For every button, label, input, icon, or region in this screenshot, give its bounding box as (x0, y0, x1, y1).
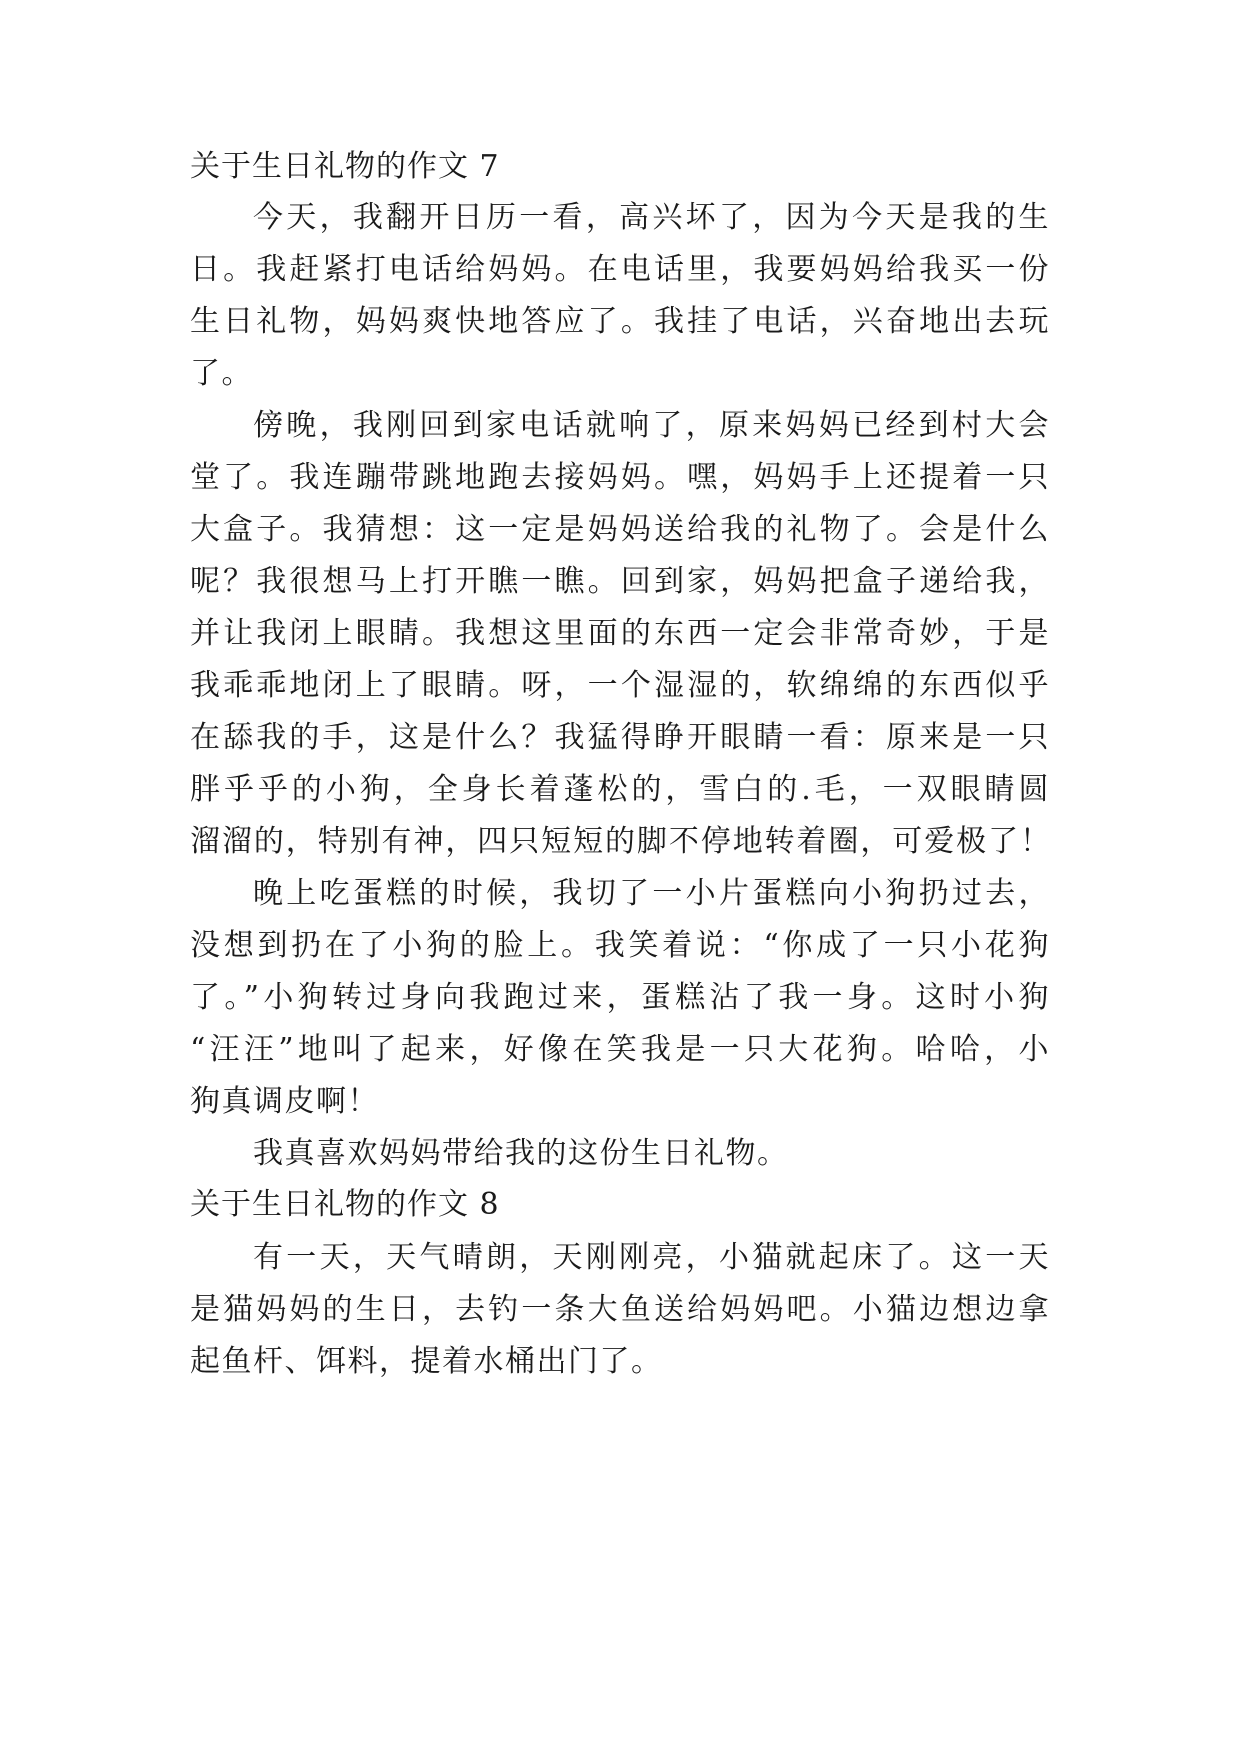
paragraph-line: 没想到扔在了小狗的脸上。我笑着说：“你成了一只小花狗 (190, 928, 1050, 963)
paragraph-line: 了。 (190, 356, 253, 391)
paragraph-line: 日。我赶紧打电话给妈妈。在电话里，我要妈妈给我买一份 (190, 252, 1050, 287)
paragraph-line: 起鱼杆、饵料，提着水桶出门了。 (190, 1344, 663, 1379)
paragraph-line: 我真喜欢妈妈带给我的这份生日礼物。 (253, 1136, 789, 1171)
paragraph-line: 傍晚，我刚回到家电话就响了，原来妈妈已经到村大会 (253, 408, 1050, 443)
paragraph-line: 我乖乖地闭上了眼睛。呀，一个湿湿的，软绵绵的东西似乎 (190, 668, 1050, 703)
paragraph-line: 了。”小狗转过身向我跑过来，蛋糕沾了我一身。这时小狗 (190, 980, 1050, 1015)
essay-title: 关于生日礼物的作文 7 (190, 149, 500, 184)
paragraph-line: 呢？我很想马上打开瞧一瞧。回到家，妈妈把盒子递给我， (190, 564, 1050, 599)
paragraph-line: 胖乎乎的小狗，全身长着蓬松的，雪白的.毛，一双眼睛圆 (190, 772, 1050, 807)
paragraph-line: “汪汪”地叫了起来，好像在笑我是一只大花狗。哈哈，小 (190, 1032, 1050, 1067)
paragraph-line: 并让我闭上眼睛。我想这里面的东西一定会非常奇妙，于是 (190, 616, 1050, 651)
essay-title: 关于生日礼物的作文 8 (190, 1187, 500, 1222)
paragraph-line: 晚上吃蛋糕的时候，我切了一小片蛋糕向小狗扔过去， (253, 876, 1050, 911)
paragraph-line: 狗真调皮啊！ (190, 1084, 379, 1119)
paragraph-line: 堂了。我连蹦带跳地跑去接妈妈。嘿，妈妈手上还提着一只 (190, 460, 1050, 495)
paragraph-line: 在舔我的手，这是什么？我猛得睁开眼睛一看：原来是一只 (190, 720, 1050, 755)
paragraph-line: 今天，我翻开日历一看，高兴坏了，因为今天是我的生 (253, 200, 1050, 235)
paragraph-line: 生日礼物，妈妈爽快地答应了。我挂了电话，兴奋地出去玩 (190, 304, 1050, 339)
paragraph-line: 是猫妈妈的生日，去钓一条大鱼送给妈妈吧。小猫边想边拿 (190, 1292, 1050, 1327)
paragraph-line: 大盒子。我猜想：这一定是妈妈送给我的礼物了。会是什么 (190, 512, 1050, 547)
paragraph-line: 有一天，天气晴朗，天刚刚亮，小猫就起床了。这一天 (253, 1240, 1050, 1275)
paragraph-line: 溜溜的，特别有神，四只短短的脚不停地转着圈，可爱极了！ (190, 824, 1050, 859)
